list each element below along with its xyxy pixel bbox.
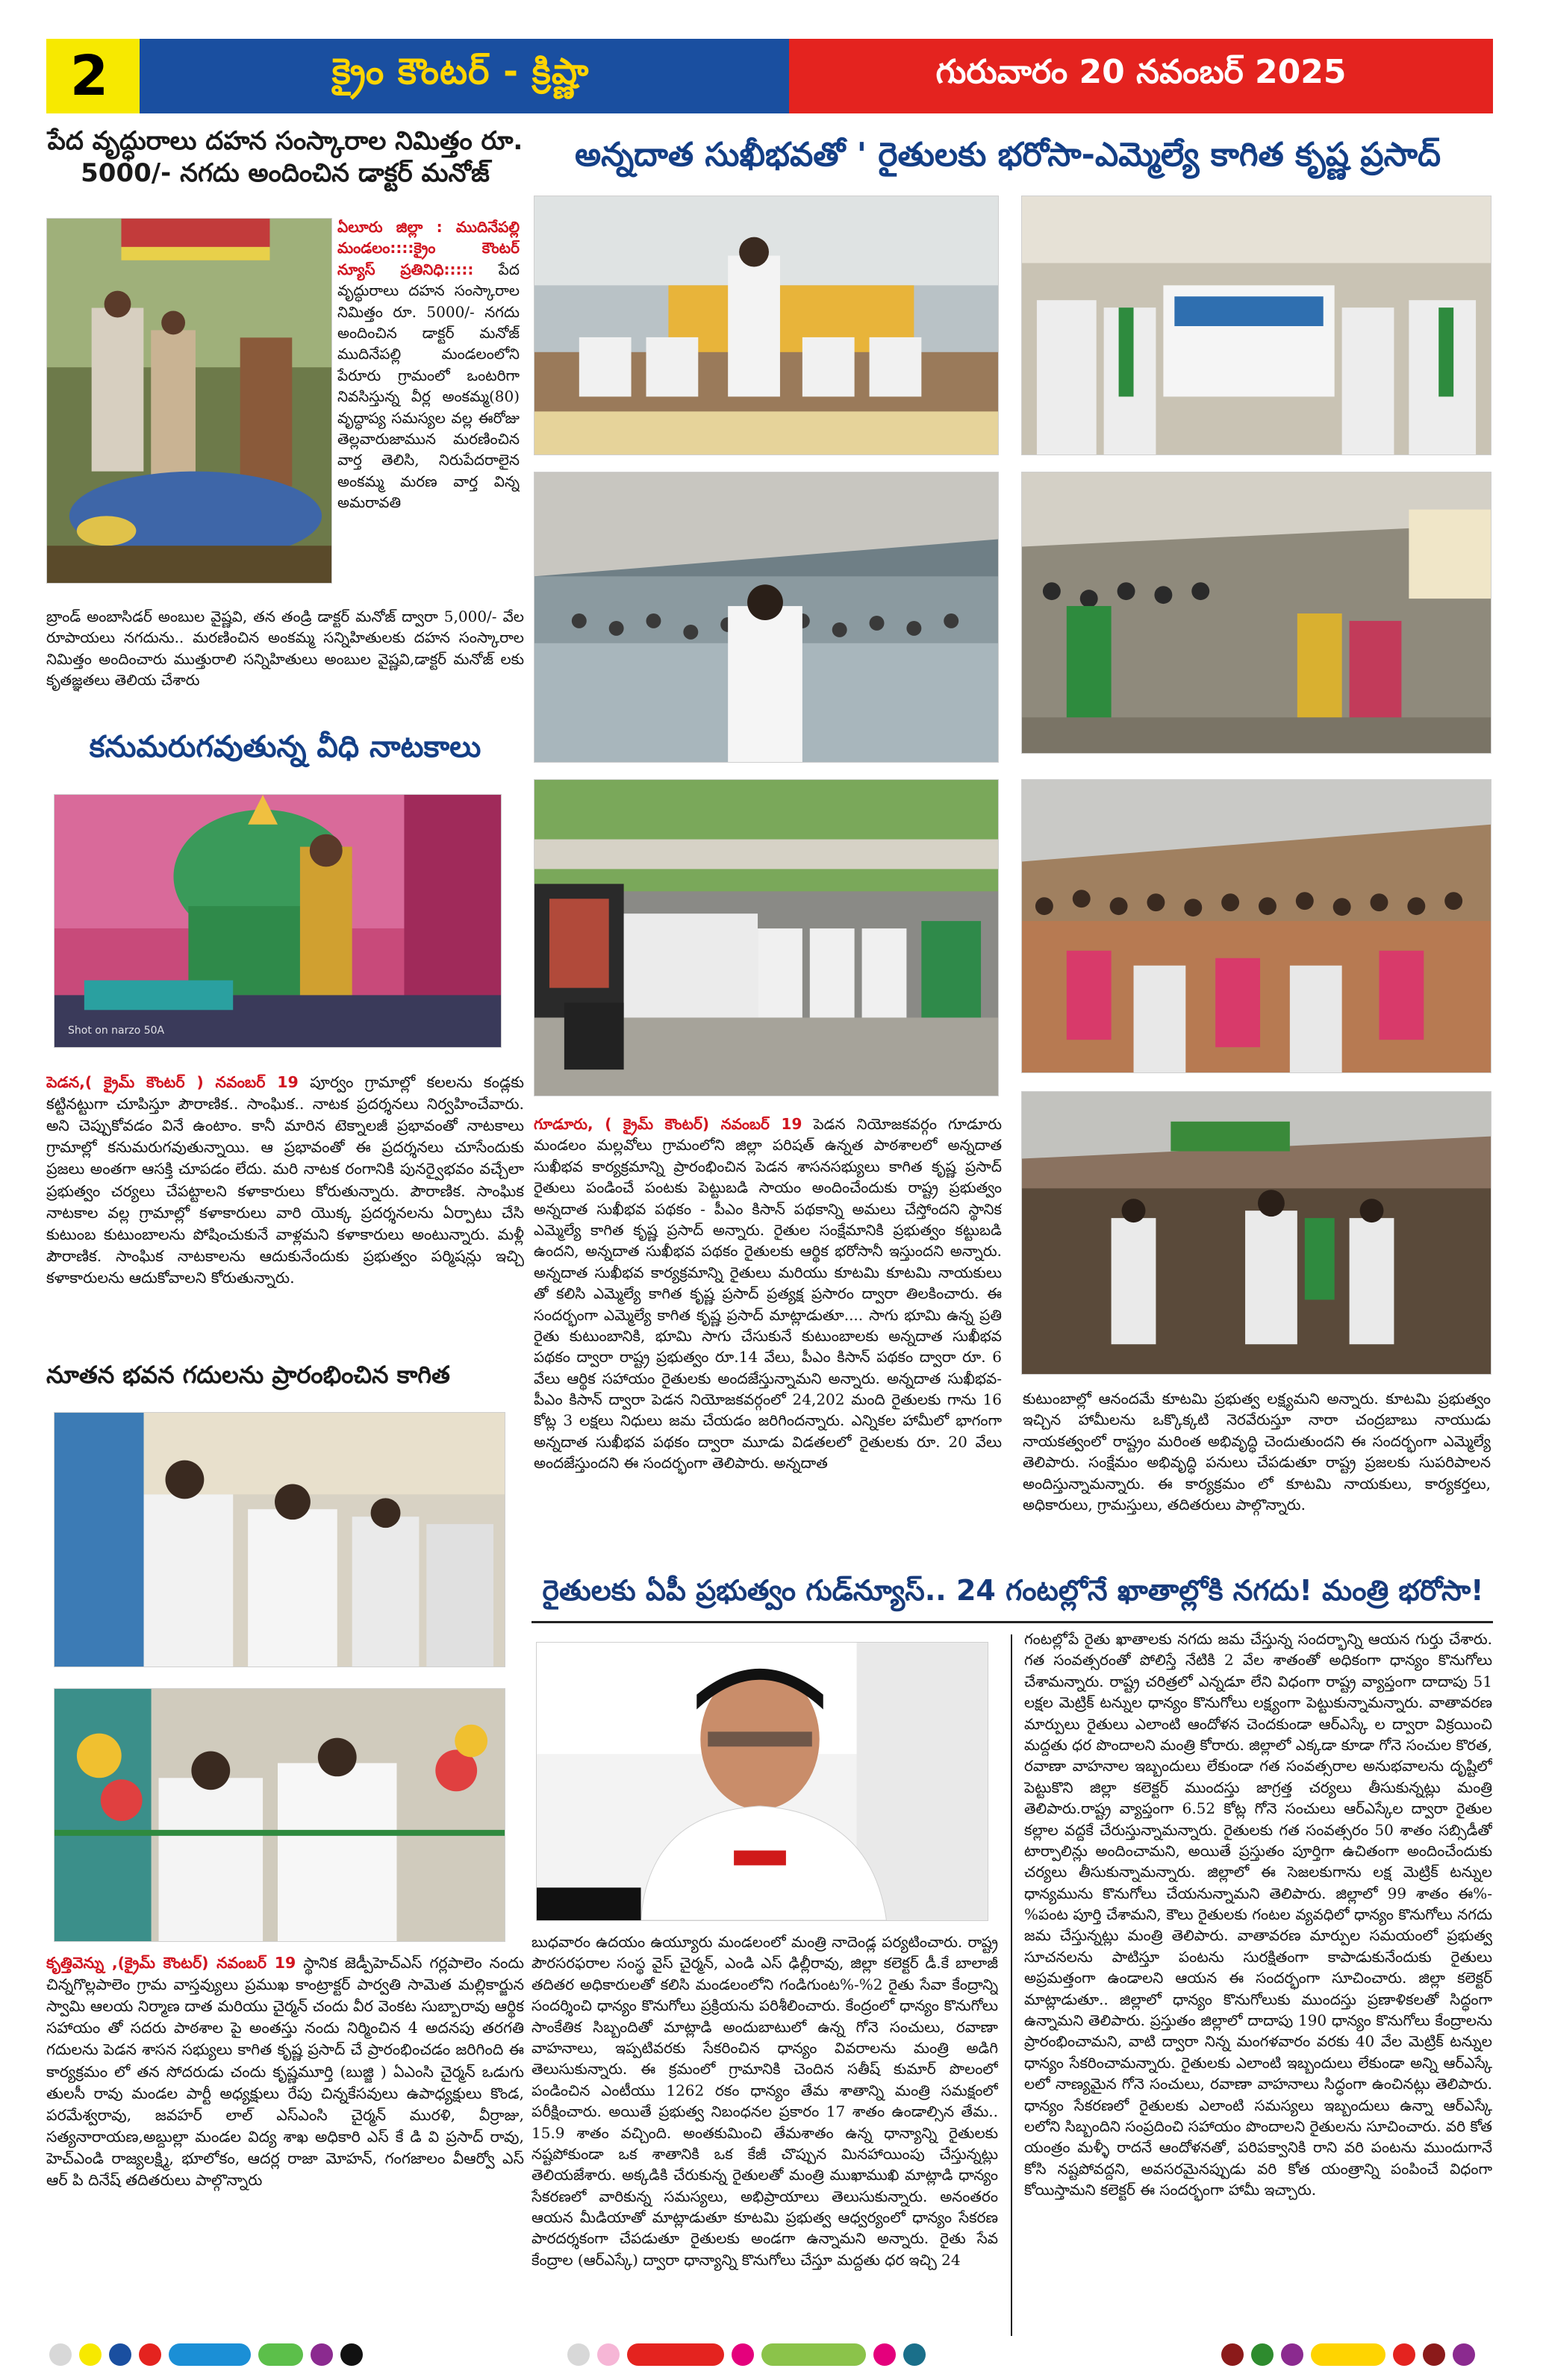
footer-swatch xyxy=(1393,2343,1415,2366)
annadata-photo-2 xyxy=(534,472,999,763)
drama-dateline: పెడన,( క్రైమ్ కౌంటర్ ) నవంబర్ 19 xyxy=(46,1073,299,1091)
drama-body-text: పూర్వం గ్రామాల్లో కలలను కండ్లకు కట్టినట్టుగా చూపిస్తూ పౌరాణిక.. సాంఘిక.. నాటక ప్రదర్శనలు నిర్వహించేవారు. అని చెప్పుకోవడం వినే ఉంటాం. కానీ మారిన టెక్నాలజీ ప్రభావంతో నాటకాలు గ్రామాల్లో కనుమరుగవుతున్నాయి. ఆ ప్రభావంతో ఈ ప్రదర్శనలు చూసేందుకు ప్రజలు అంతగా ఆసక్తి చూపడం లేదు. మరి నాటక రంగానికి పునర్వైభవం వచ్చేలా ప్రభుత్వం చర్యలు చేపట్టాలని కళాకారులు కోరుతున్నారు. పౌరాణిక. సాంఘిక నాటకాల వల్ల గ్రామాల్లో కళాకారులు వారి యొక్క ప్రదర్శనలను ఏర్పాటు చేసి కుటుంబ కుటుంబాలను పోషించుకునే వాళ్లమని కళాకారులు అంటున్నారు. మళ్లీ పౌరాణిక. సాంఘిక నాటకాలను ఆదుకునేందుకు ప్రభుత్వం పర్మిషన్లు ఇచ్చి కళాకారులను ఆదుకోవాలని కోరుతున్నారు. xyxy=(46,1073,524,1287)
footer-swatch xyxy=(311,2343,333,2366)
minister-body-left xyxy=(532,1931,998,2334)
footer-swatch xyxy=(79,2343,102,2366)
building-headline: నూతన భవన గదులను ప్రారంభించిన కాగిత xyxy=(46,1361,450,1389)
annadata-body-text: పెడన నియోజకవర్గం గూడూరు మండలం మల్లవోలు గ్రామంలోని జిల్లా పరిషత్ ఉన్నత పాఠశాలలో అన్నదాత సుఖీభవ కార్యక్రమాన్ని ప్రారంభించిన పెడన శాసనసభ్యులు కాగిత కృష్ణ ప్రసాద్ రైతులు పండించే పంటకు పెట్టుబడి సాయం అందించేందుకు రాష్ట్ర ప్రభుత్వం అన్నదాత సుఖీభవ పథకం - పీఎం కిసాన్ పథకాన్ని అమలు చేస్తోందని స్థానిక ఎమ్మెల్యే కాగిత కృష్ణ ప్రసాద్ అన్నారు. రైతుల సంక్షేమానికి ప్రభుత్వం కట్టుబడి ఉందని, అన్నదాత సుఖీభవ పథకం రైతులకు ఆర్థిక భరోసానీ ఇస్తుందని అన్నారు. అన్నదాత సుఖీభవ కార్యక్రమాన్ని రైతులు మరియు కూటమి కూటమి నాయకులు తో కలిసి ఎమ్మెల్యే కాగిత కృష్ణ ప్రసాద్ ప్రత్యక్ష ప్రసారం ద్వారా తిలకించారు. ఈ సందర్భంగా ఎమ్మెల్యే కాగిత కృష్ణ ప్రసాద్ మాట్లాడుతూ.... సాగు భూమి ఉన్న ప్రతి రైతు కుటుంబానికి, భూమి సాగు చేసుకునే కుటుంబాలకు అన్నదాత సుఖీభవ పథకం ద్వారా రాష్ట్ర ప్రభుత్వం రూ.14 వేలు, పీఎం కిసాన్ పథకం ద్వారా రూ. 6 వేలు ఆర్థిక సహాయం రైతులకు అందజేస్తున్నామని అన్నారు. అన్నదాత సుఖీభవ- పీఎం కిసాన్ ద్వారా పెడన నియోజకవర్గంలో 24,202 మంది రైతులకు గాను 16 కోట్ల 3 లక్షలు నిధులు జమ చేయడం జరిగిందన్నారు. ఎన్నికల హామీలో భాగంగా అన్నదాత సుఖీభవ పథకం ద్వారా మూడు విడతలలో రైతులకు రూ. 20 వేలు అందజేస్తుందని ఈ సందర్భంగా తెలిపారు. అన్నదాత xyxy=(534,1115,1002,1472)
drama-body xyxy=(46,1072,524,1340)
cremation-photo xyxy=(46,218,332,584)
drama-photo xyxy=(54,794,502,1048)
annadata-photo-4 xyxy=(1021,196,1491,455)
cremation-headline-line1: పేద వృద్ధురాలు దహన సంస్కారాల నిమిత్తం రూ. xyxy=(47,126,523,156)
building-body xyxy=(46,1952,524,2340)
footer-swatch xyxy=(732,2343,754,2366)
footer-swatch xyxy=(169,2343,251,2366)
building-photo-1 xyxy=(54,1412,505,1667)
footer-swatch xyxy=(1311,2343,1385,2366)
minister-photo xyxy=(536,1642,988,1921)
annadata-photo-6 xyxy=(1021,779,1491,1073)
footer-swatch xyxy=(49,2343,72,2366)
annadata-photo-7 xyxy=(1021,1091,1491,1375)
drama-headline: కనుమరుగవుతున్న వీధి నాటకాలు xyxy=(89,730,481,764)
minister-body-left-text: బుధవారం ఉదయం ఉయ్యూరు మండలంలో మంత్రి నాదెండ్ల పర్యటించారు. రాష్ట్ర పౌరసరఫరాల సంస్థ వైస్ చైర్మన్, ఎండి ఎస్ ఢిల్లీరావు, జిల్లా కలెక్టర్ డీ.కే బాలాజీ తదితర అధికారులతో కలిసి మండలంలోని గండిగుంట%-%2 రైతు సేవా కేంద్రాన్ని సందర్శించి ధాన్యం కొనుగోలు ప్రక్రియను పరిశీలించారు. కేంద్రంలో ధాన్యం కొనుగోలు సాంకేతిక సిబ్బందితో మాట్లాడి అందుబాటులో ఉన్న గోనె సంచులు, రవాణా వాహనాలు, ఇప్పటివరకు సేకరించిన ధాన్యం వివరాలను మంత్రి అడిగి తెలుసుకున్నారు. ఈ క్రమంలో గ్రామానికి చెందిన సతీష్ కుమార్ పొలంలో పండించిన ఎంటీయు 1262 రకం ధాన్యం తేమ శాతాన్ని మంత్రి సమక్షంలో పరీక్షించారు. అయితే ప్రభుత్వ నిబంధనల ప్రకారం 17 శాతం ఉండాల్సిన తేమ.. 15.9 శాతం వచ్చింది. అంతకుమించి తేమశాతం ఉన్న ధాన్యాన్ని రైతులకు నష్టపోకుండా ఒక శాతానికి ఒక కేజీ చొప్పున మినహాయింపు చేస్తున్నట్లు తెలియజేశారు. అక్కడికి చేరుకున్న రైతులతో మంత్రి ముఖాముఖి మాట్లాడి ధాన్యం సేకరణలో వారికున్న సమస్యలు, అభిప్రాయాలు తెలుసుకున్నారు. అనంతరం ఆయన మీడియాతో మాట్లాడుతూ కూటమి ప్రభుత్వ ఆధ్వర్యంలో ధాన్యం సేకరణ పారదర్శకంగా చేపడుతూ రైతులకు అండగా ఉన్నామని అన్నారు. రైతు సేవ కేంద్రాల (ఆర్ఎస్కే) ద్వారా ధాన్యాన్ని కొనుగోలు చేస్తూ మద్దతు ధర ఇచ్చి 24 xyxy=(532,1933,998,2269)
minister-body-right-text: గంటల్లోపే రైతు ఖాతాలకు నగదు జమ చేస్తున్న సందర్భాన్ని ఆయన గుర్తు చేశారు. గత సంవత్సరంతో పోలిస్తే నేటికి 2 వేల శాతంతో అధికంగా ధాన్యం కొనుగోలు చేశామన్నారు. రాష్ట్ర చరిత్రలో ఎన్నడూ లేని విధంగా రాష్ట్ర వ్యాప్తంగా దాదాపు 51 లక్షల మెట్రిక్ టన్నుల ధాన్యం కొనుగోలు లక్ష్యంగా పెట్టుకున్నామన్నారు. వాతావరణ మార్పులు రైతులు ఎలాంటి ఆందోళన చెందకుండా ఆర్ఎస్కే ల ద్వారా విక్రయించి మద్దతు ధర పొందాలని మంత్రి కోరారు. జిల్లాలో ఎక్కడా కూడా గోనె సంచుల కొరత, రవాణా వాహనాల ఇబ్బందులు లేకుండా గత సంవత్సరాల అనుభవాలను దృష్టిలో పెట్టుకొని జిల్లా కలెక్టర్ ముందస్తు జాగ్రత్త చర్యలు తీసుకున్నట్లు మంత్రి తెలిపారు.రాష్ట్ర వ్యాప్తంగా 6.52 కోట్ల గోనె సంచులు ఆర్ఎస్కేల ద్వారా రైతుల కల్లాల వద్దకే చేరుస్తున్నామన్నారు. రైతులకు గత సంవత్సరం 50 శాతం సబ్సిడీతో టార్పాలిన్లు అందించామని, అయితే ప్రస్తుతం పూర్తిగా ఉచితంగా అందించేందుకు చర్యలు తీసుకున్నామన్నారు. జిల్లాలో ఈ సెజలకుగాను లక్ష మెట్రిక్ టన్నుల ధాన్యమును కొనుగోలు చేయనున్నామని తెలిపారు. జిల్లాలో 99 శాతం ఈ%-%పంట పూర్తి చేశామని, కౌలు రైతులకు గంటల వ్యవధిలో ధాన్యం కొనుగోలు నగదు జమ చేస్తున్నట్లు మంత్రి తెలిపారు. వాతావరణ మార్పుల సమయంలో ప్రభుత్వ సూచనలను పాటిస్తూ పంటను సురక్షితంగా కాపాడుకునేందుకు రైతులు అప్రమత్తంగా ఉండాలని ఆయన ఈ సందర్భంగా సూచించారు. జిల్లా కలెక్టర్ మాట్లాడుతూ.. జిల్లాలో ధాన్యం కొనుగోలుకు ముందస్తు ప్రణాళికలతో సిద్ధంగా ఉన్నామని తెలిపారు. ప్రస్తుతం జిల్లాలో దాదాపు 190 ధాన్యం కొనుగోలు కేంద్రాలను ప్రారంభించామని, వాటి ద్వారా నిన్న మంగళవారం వరకు 40 వేల మెట్రిక్ టన్నుల ధాన్యం సేకరించామన్నారు. రైతులకు ఎలాంటి ఇబ్బందులు లేకుండా అన్ని ఆర్ఎస్కే లలో నాణ్యమైన గోనె సంచులు, రవాణా వాహనాలు సిద్ధంగా ఉంచినట్లు తెలిపారు. ధాన్యం సేకరణలో రైతులకు ఎలాంటి సమస్యలు ఇబ్బందులు ఉన్నా ఆర్ఎస్కే లలోని సిబ్బందిని సంప్రదించి సహాయం పొందాలని రైతులను సూచించారు. వరి కోత యంత్రం మళ్ళీ రాదనే ఆందోళనతో, పరిపక్వానికి రాని వరి పంటను ముందుగానే కోసి నష్టపోవద్దని, అవసరమైనప్పుడు వరి కోత యంత్రాన్ని పంపించే విధంగా కోయిస్తామని కలెక్టర్ ఈ సందర్భంగా హామీ ఇచ్చారు. xyxy=(1024,1630,1492,2199)
building-dateline: కృత్తివెన్ను ,(క్రైమ్ కౌంటర్) నవంబర్ 19 xyxy=(46,1954,296,1972)
footer-colors-left xyxy=(49,2343,363,2366)
footer-colors-center xyxy=(567,2343,926,2366)
annadata-dateline: గూడూరు, ( క్రైమ్ కౌంటర్) నవంబర్ 19 xyxy=(534,1115,802,1133)
annadata-photo-3 xyxy=(534,779,999,1096)
footer-swatch xyxy=(340,2343,363,2366)
footer-swatch xyxy=(1423,2343,1445,2366)
footer-swatch xyxy=(109,2343,131,2366)
footer-colors-right xyxy=(1221,2343,1475,2366)
footer-swatch xyxy=(1453,2343,1475,2366)
annadata-photo-5 xyxy=(1021,472,1491,754)
footer-swatch xyxy=(567,2343,590,2366)
footer-swatch xyxy=(873,2343,896,2366)
section-title: క్రైం కౌంటర్ - క్రిష్ణా xyxy=(331,51,590,93)
cremation-body-wide xyxy=(46,606,524,712)
drama-photo-stamp: Shot on narzo 50A xyxy=(68,1025,165,1037)
issue-date: గురువారం 20 నవంబర్ 2025 xyxy=(935,53,1347,91)
footer-swatch xyxy=(1281,2343,1303,2366)
cremation-body-narrow-text: పేద వృద్ధురాలు దహన సంస్కారాల నిమిత్తం రూ. 5000/- నగదు అందించిన డాక్టర్ మనోజ్ ముదినేపల్లి మండలంలోని పేరూరు గ్రామంలో ఒంటరిగా నివసిస్తున్న వీర్ల అంకమ్మ(80) వృద్ధాప్య సమస్యల వల్ల ఈరోజు తెల్లవారుజామున మరణించిన వార్త తెలిసి, నిరుపేదరాలైన అంకమ్మ మరణ వార్త విన్న అమరావతి xyxy=(337,260,520,512)
minister-column-divider xyxy=(1011,1634,1012,2336)
footer-swatch xyxy=(139,2343,161,2366)
cremation-body-narrow xyxy=(337,216,520,605)
cremation-headline-line2: 5000/- నగదు అందించిన డాక్టర్ మనోజ్ xyxy=(81,157,490,188)
footer-swatch xyxy=(1221,2343,1244,2366)
annadata-photo-1 xyxy=(534,196,999,455)
footer-swatch xyxy=(1251,2343,1274,2366)
annadata-body-continued-text: కుటుంబాల్లో ఆనందమే కూటమి ప్రభుత్వ లక్ష్యమని అన్నారు. కూటమి ప్రభుత్వం ఇచ్చిన హామీలను ఒక్కొక్కటి నెరవేరుస్తూ నారా చంద్రబాబు నాయుడు నాయకత్వంలో రాష్ట్రం మరింత అభివృద్ధి చెందుతుందని ఈ సందర్భంగా ఎమ్మెల్యే తెలిపారు. సంక్షేమం అభివృద్ధి పనులు చేపడుతూ రాష్ట్ర ప్రజలకు సుపరిపాలన అందిస్తున్నామన్నారు. ఈ కార్యక్రమం లో కూటమి నాయకులు, కార్యకర్తలు, అధికారులు, గ్రామస్తులు, తదితరులు పాల్గొన్నారు. xyxy=(1023,1390,1491,1514)
date-bar xyxy=(789,39,1493,113)
cremation-body-wide-text: బ్రాండ్ అంబాసిడర్ అంబుల వైష్ణవి, తన తండ్రి డాక్టర్ మనోజ్ ద్వారా 5,000/- వేల రూపాయలు నగదును.. మరణించిన అంకమ్మ సన్నిహితులకు దహన సంస్కారాల నిమిత్తం అందించారు ముత్తురాలి సన్నిహితులు అంబుల వైష్ణవి,డాక్టర్ మనోజ్ లకు కృతజ్ఞతలు తెలియ చేశారు xyxy=(46,608,524,690)
building-photo-2 xyxy=(54,1688,505,1942)
footer-swatch xyxy=(903,2343,926,2366)
building-body-text: స్థానిక జెడ్పీహెచ్ఎస్ గర్లపాలెం నందు చిన్నగొల్లపాలెం గ్రామ వాస్తవ్యులు ప్రముఖ కాంట్రాక్టర్ పార్వతి సామెత మల్లికార్జున స్వామి ఆలయ నిర్మాణ దాత మరియు చైర్మన్ చందు వీర వెంకట సుబ్బారావు ఆర్థిక సహాయం తో సదరు పాఠశాల పై అంతస్తు నందు నిర్మించిన 4 అదనపు తరగతి గదులను పెడన శాసన సభ్యులు కాగిత కృష్ణ ప్రసాద్ చే ప్రారంభించడం జరిగింది ఈ కార్యక్రమం లో తన సోదరుడు చందు కృష్ణమూర్తి (బుజ్జి ) ఏఎంసి చైర్మన్ ఒడుగు తులసీ రావు మండల పార్టీ అధ్యక్షులు రేపు చిన్నకేసవులు ఉపాధ్యక్షులు కొండ, పరమేశ్వరావు, జవహర్ లాల్ ఎస్ఎంసి చైర్మన్ మురళి, వీర్రాజు, సత్యనారాయణ,అబ్దుల్లా మండల విద్య శాఖ అధికారి ఎస్ కే డి వి ప్రసాద్ రావు, హెచ్ఎండి రాజ్యలక్ష్మి, భూలోకం, ఆదర్ల రాజా మోహన్, గంగజాలం వీఆర్వో ఎస్ ఆర్ పి దినేష్ తదితరులు పాల్గొన్నారు xyxy=(46,1954,524,2190)
footer-swatch xyxy=(761,2343,866,2366)
minister-headline: రైతులకు ఏపీ ప్రభుత్వం గుడ్‌న్యూస్.. 24 గంటల్లోనే ఖాతాల్లోకి నగదు! మంత్రి భరోసా! xyxy=(542,1574,1484,1607)
section-title-bar xyxy=(132,39,789,113)
annadata-body xyxy=(534,1114,1002,1569)
page-number: 2 xyxy=(46,39,132,113)
minister-body-right xyxy=(1024,1628,1492,2334)
cremation-dateline: ఏలూరు జిల్లా : ముదినేపల్లి మండలం::::క్రైం కౌంటర్ న్యూస్ ప్రతినిధి::::: xyxy=(337,218,520,278)
annadata-headline: అన్నదాత సుఖీభవతో ' రైతులకు భరోసా-ఎమ్మెల్యే కాగిత కృష్ణ ప్రసాద్ xyxy=(574,136,1441,174)
minister-top-rule xyxy=(532,1621,1493,1623)
annadata-body-continued xyxy=(1023,1388,1491,1564)
footer-swatch xyxy=(627,2343,724,2366)
cremation-headline xyxy=(46,125,524,189)
footer-swatch xyxy=(597,2343,620,2366)
footer-swatch xyxy=(258,2343,303,2366)
